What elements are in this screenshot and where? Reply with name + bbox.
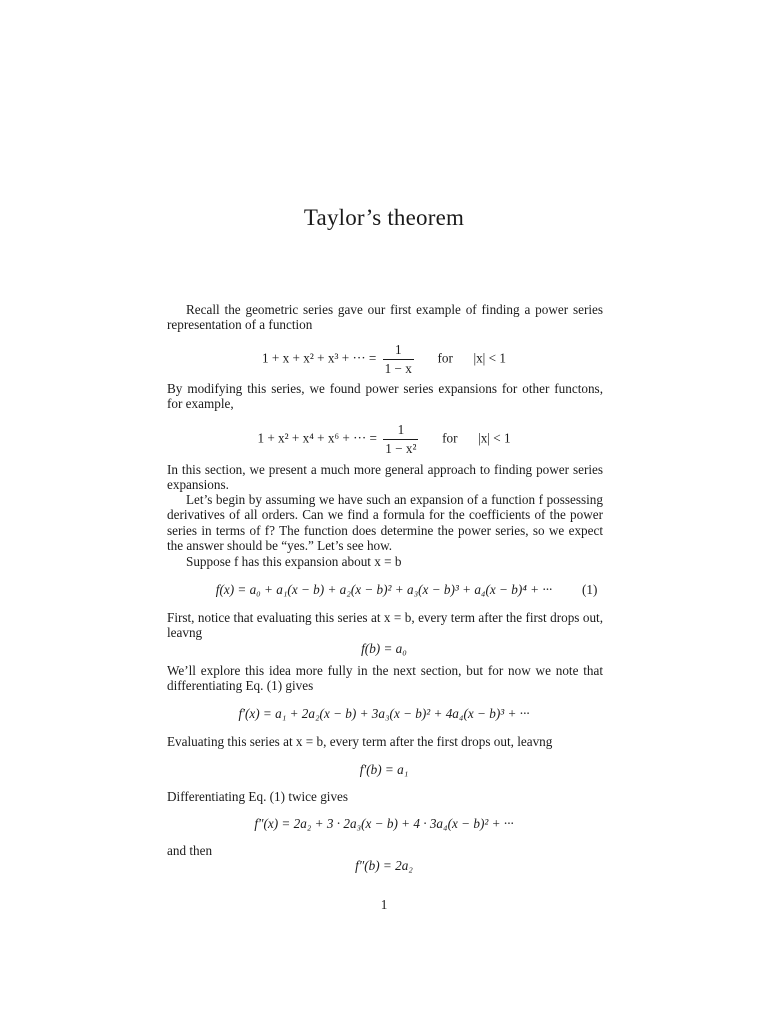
equation-1 (0, 582, 768, 598)
fraction (383, 342, 414, 377)
paragraph-modifying: By modifying this series, we found power series expansions for other functons, for example, (167, 381, 603, 412)
equation-lhs: 1 + x + x² + x³ + ··· = (262, 350, 377, 366)
equation-f-b (0, 641, 768, 657)
condition: |x| < 1 (473, 350, 506, 366)
paragraph-and-then: and then (167, 843, 213, 858)
paragraph-first-notice: First, notice that evaluating this series at x = b, every term after the first drops out, leavng (167, 610, 603, 641)
paragraph-evaluating: Evaluating this series at x = b, every term after the first drops out, leavng (167, 734, 553, 749)
fraction-numerator: 1 (394, 342, 402, 357)
fraction-numerator: 1 (397, 422, 405, 437)
fraction (383, 422, 418, 457)
paragraph-suppose: Suppose f has this expansion about x = b (186, 554, 402, 569)
paragraph-intro: Recall the geometric series gave our first example of finding a power series representation of a function (167, 302, 603, 333)
page-number: 1 (380, 897, 388, 912)
equation-geometric-series (0, 342, 768, 377)
equation-first-derivative (0, 706, 768, 722)
paragraph-differentiating-twice: Differentiating Eq. (1) twice gives (167, 789, 349, 804)
condition-word: for (437, 350, 453, 366)
equation-text: f(b) = a₀ (361, 641, 407, 656)
paragraph-explore: We’ll explore this idea more fully in the next section, but for now we note that differentiating Eq. (1) gives (167, 663, 603, 694)
equation-text: f(x) = a₀ + a₁(x − b) + a₂(x − b)² + a₃(x − b)³ + a₄(x − b)⁴ + ··· (215, 582, 553, 597)
condition: |x| < 1 (478, 430, 511, 446)
equation-text: f′(b) = a₁ (359, 762, 409, 777)
equation-text: f′(x) = a₁ + 2a₂(x − b) + 3a₃(x − b)² + 4a₄(x − b)³ + ··· (238, 706, 530, 721)
fraction-denominator: 1 − x (384, 361, 412, 376)
equation-text: f″(x) = 2a₂ + 3 · 2a₃(x − b) + 4 · 3a₄(x − b)² + ··· (254, 816, 514, 831)
fraction-denominator: 1 − x² (385, 441, 417, 456)
equation-even-series (0, 422, 768, 457)
page-title: Taylor’s theorem (303, 205, 465, 230)
equation-text: f″(b) = 2a₂ (355, 858, 413, 873)
equation-f-prime-b (0, 762, 768, 778)
equation-f-double-prime-b (0, 858, 768, 874)
equation-lhs: 1 + x² + x⁴ + x⁶ + ··· = (257, 430, 377, 446)
paragraph-general-approach: In this section, we present a much more general approach to finding power series expansions. (167, 462, 603, 493)
condition-word: for (442, 430, 458, 446)
equation-second-derivative (0, 816, 768, 832)
paragraph-lets-begin: Let’s begin by assuming we have such an expansion of a function f possessing derivatives of all orders. Can we find a formula for the coefficients of the power series in terms of f? The function does determine the power series, so we expect the answer should be “yes.” Let’s see how. (167, 492, 603, 554)
equation-number: (1) (582, 582, 598, 597)
